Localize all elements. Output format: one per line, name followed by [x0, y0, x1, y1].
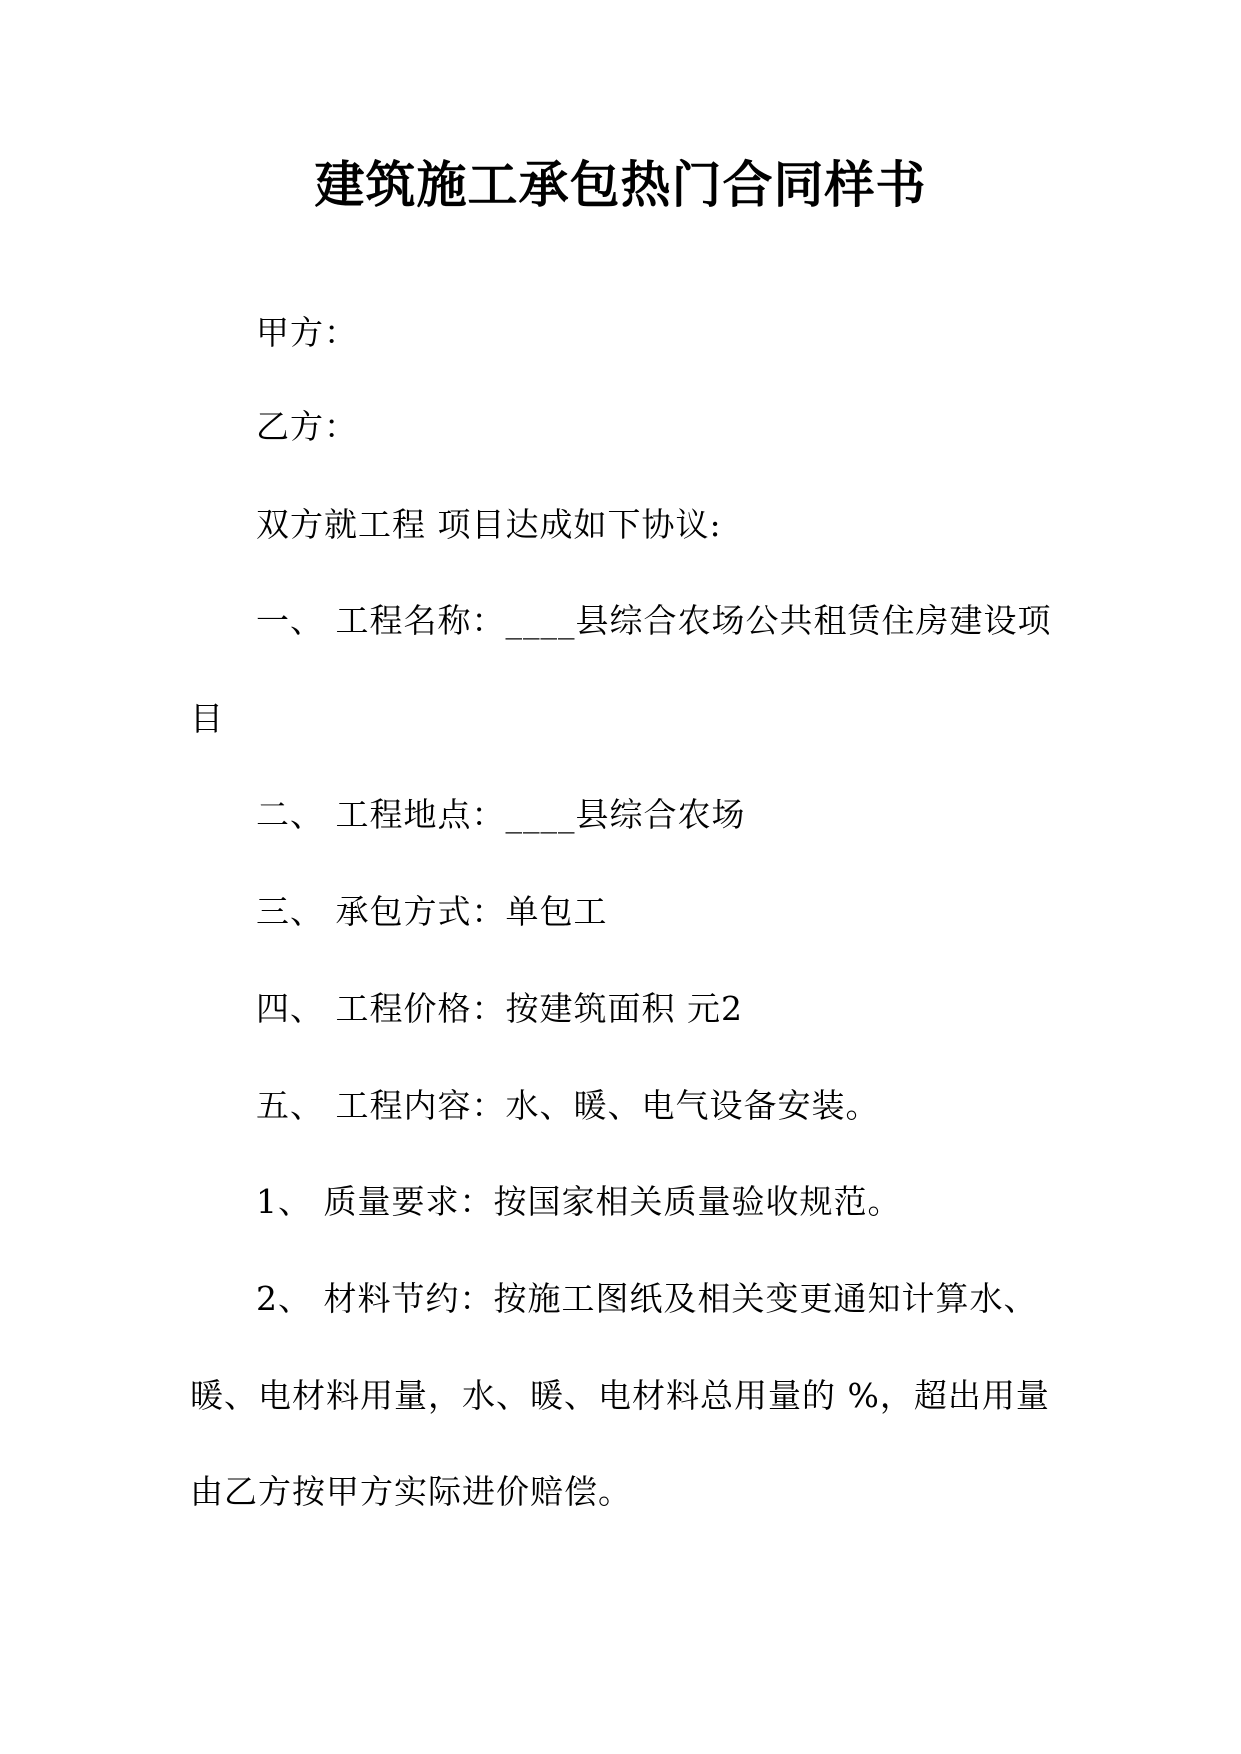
agreement-intro: 双方就工程 项目达成如下协议: — [256, 505, 722, 544]
item-2-continuation-2: 由乙方按甲方实际进价赔偿。 — [190, 1472, 632, 1511]
document-title: 建筑施工承包热门合同样书 — [314, 156, 927, 214]
item-1-quality: 1、 质量要求：按国家相关质量验收规范。 — [256, 1182, 902, 1221]
clause-5-content: 五、 工程内容：水、暖、电气设备安装。 — [256, 1086, 880, 1125]
clause-1-continuation: 目 — [190, 699, 224, 738]
item-2-continuation-1: 暖、电材料用量，水、暖、电材料总用量的 %，超出用量 — [190, 1376, 1050, 1415]
clause-1-project-name: 一、 工程名称：____县综合农场公共租赁住房建设项 — [256, 601, 1052, 640]
item-2-materials: 2、 材料节约：按施工图纸及相关变更通知计算水、 — [256, 1279, 1038, 1318]
party-b-line: 乙方： — [256, 407, 358, 446]
clause-3-contract-method: 三、 承包方式：单包工 — [256, 892, 608, 931]
clause-4-price: 四、 工程价格：按建筑面积 元2 — [256, 989, 743, 1028]
party-a-line: 甲方： — [256, 313, 358, 352]
clause-2-location: 二、 工程地点：____县综合农场 — [256, 795, 746, 834]
